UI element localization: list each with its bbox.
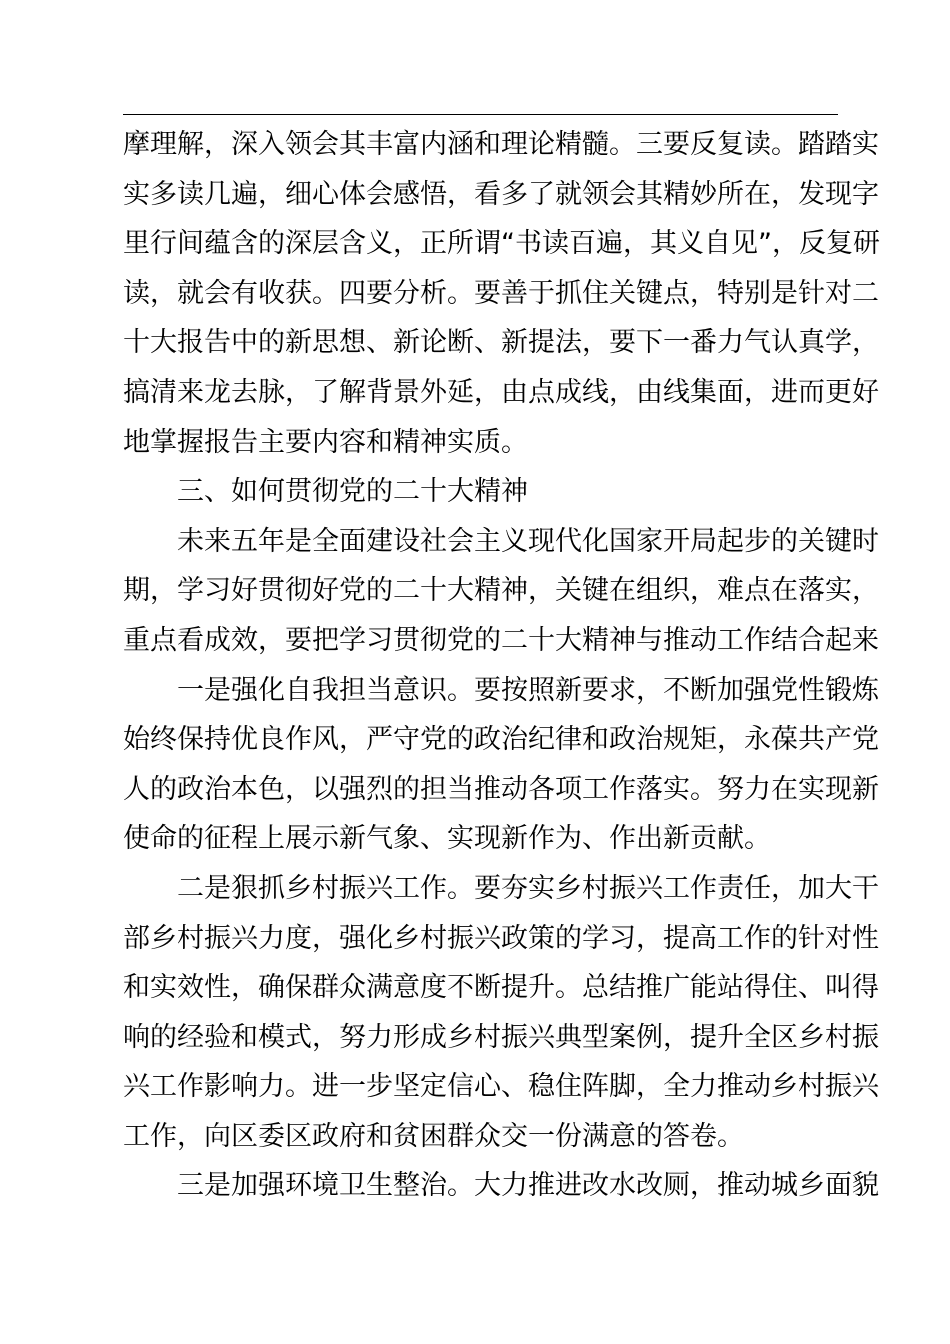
text-line: 十大报告中的新思想、新论断、新提法，要下一番力气认真学， [123, 327, 879, 359]
body-text [123, 120, 880, 1211]
text-line: 三是加强环境卫生整治。大力推进改水改厕，推动城乡面貌 [177, 1170, 879, 1202]
text-line: 期，学习好贯彻好党的二十大精神，关键在组织，难点在落实， [123, 575, 879, 607]
text-line: 响的经验和模式，努力形成乡村振兴典型案例，提升全区乡村振 [123, 1021, 879, 1053]
text-line: 工作，向区委区政府和贫困群众交一份满意的答卷。 [123, 1120, 744, 1152]
text-line: 部乡村振兴力度，强化乡村振兴政策的学习，提高工作的针对性 [123, 922, 879, 954]
text-line: 始终保持优良作风，严守党的政治纪律和政治规矩，永葆共产党 [123, 724, 879, 756]
text-line: 地掌握报告主要内容和精神实质。 [123, 426, 528, 458]
text-line: 人的政治本色，以强烈的担当推动各项工作落实。努力在实现新 [123, 773, 879, 805]
text-line: 重点看成效，要把学习贯彻党的二十大精神与推动工作结合起来 [123, 624, 879, 656]
text-line: 使命的征程上展示新气象、实现新作为、作出新贡献。 [123, 823, 771, 855]
text-line: 搞清来龙去脉，了解背景外延，由点成线，由线集面，进而更好 [123, 376, 879, 408]
section-heading: 三、如何贯彻党的二十大精神 [177, 476, 528, 508]
header-rule [123, 114, 838, 115]
text-line: 一是强化自我担当意识。要按照新要求，不断加强党性锻炼 [177, 674, 879, 706]
text-line: 二是狠抓乡村振兴工作。要夯实乡村振兴工作责任，加大干 [177, 872, 879, 904]
text-line: 未来五年是全面建设社会主义现代化国家开局起步的关键时 [177, 525, 879, 557]
text-line: 实多读几遍，细心体会感悟，看多了就领会其精妙所在，发现字 [123, 178, 879, 210]
text-line: 和实效性，确保群众满意度不断提升。总结推广能站得住、叫得 [123, 972, 879, 1004]
text-line: 兴工作影响力。进一步坚定信心、稳住阵脚，全力推动乡村振兴 [123, 1071, 879, 1103]
text-line: 读，就会有收获。四要分析。要善于抓住关键点，特别是针对二 [123, 277, 879, 309]
text-line: 摩理解，深入领会其丰富内涵和理论精髓。三要反复读。踏踏实 [123, 129, 879, 160]
text-line: 里行间蕴含的深层含义，正所谓“书读百遍，其义自见”，反复研 [123, 228, 880, 260]
